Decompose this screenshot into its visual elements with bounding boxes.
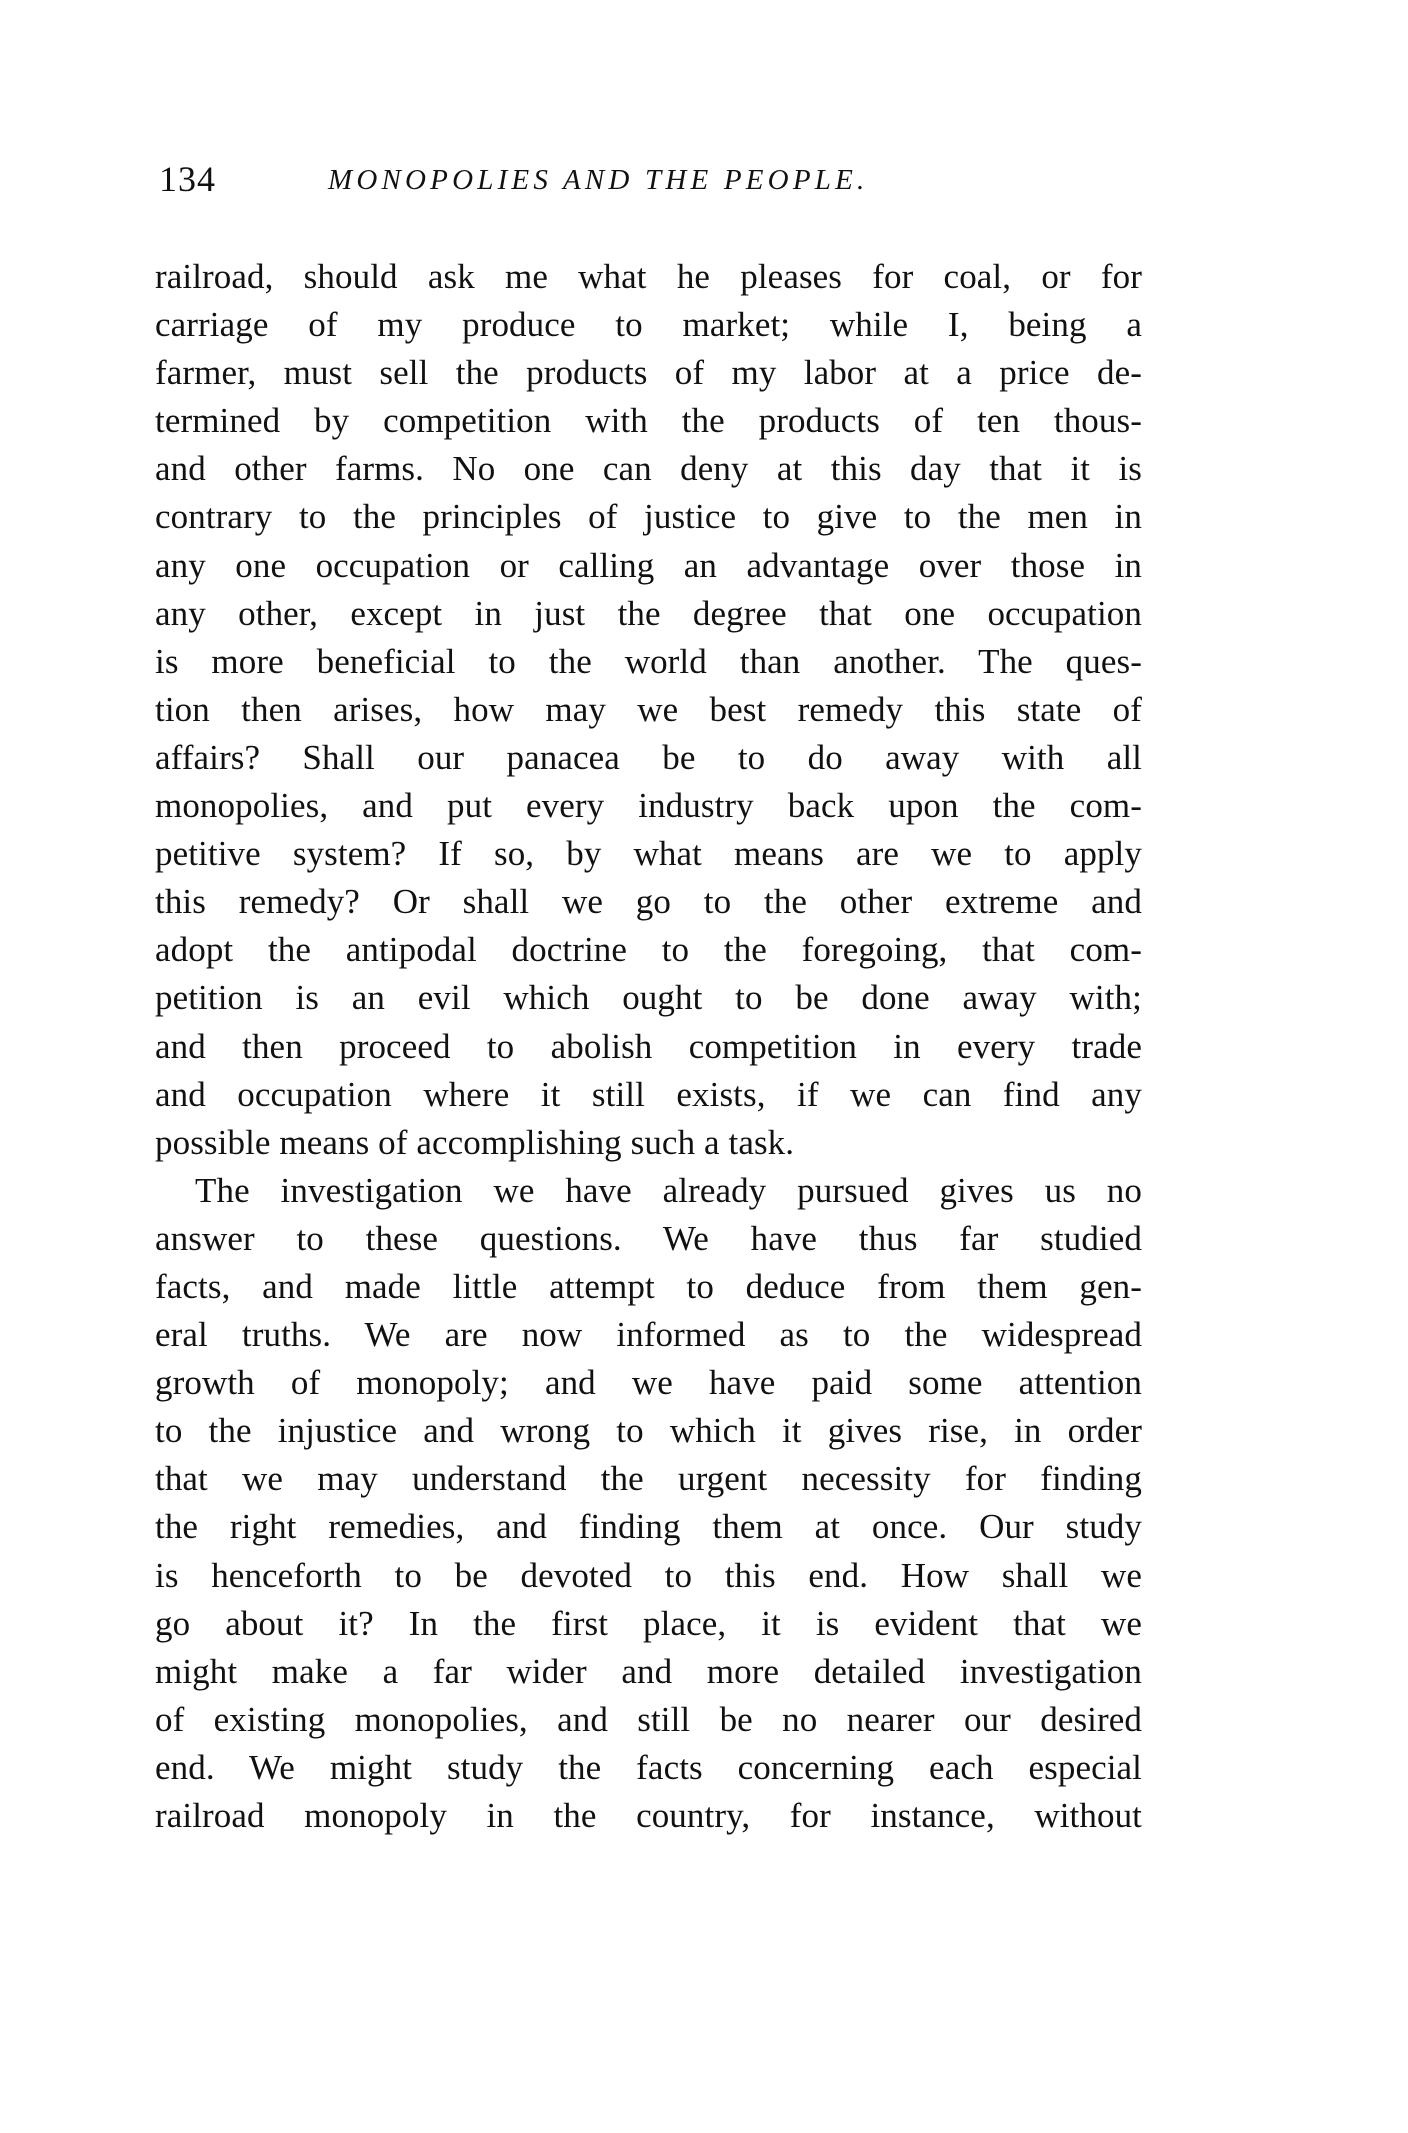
- text-line: this remedy? Or shall we go to the other extreme and: [155, 882, 1142, 922]
- text-line: and other farms. No one can deny at this day that it is: [155, 449, 1142, 489]
- text-line: facts, and made little attempt to deduce from them gen-: [155, 1266, 1142, 1306]
- text-line: answer to these questions. We have thus far studied: [155, 1218, 1142, 1258]
- text-line: is more beneficial to the world than another. The ques-: [155, 641, 1142, 681]
- text-line: to the injustice and wrong to which it gives rise, in order: [155, 1411, 1142, 1451]
- text-line: that we may understand the urgent necessity for finding: [155, 1459, 1142, 1499]
- text-line: any one occupation or calling an advantage over those in: [155, 545, 1142, 585]
- running-title: MONOPOLIES AND THE PEOPLE.: [328, 164, 869, 196]
- text-line: tion then arises, how may we best remedy this state of: [155, 689, 1142, 729]
- text-line: any other, except in just the degree that one occupation: [155, 593, 1142, 633]
- text-line: termined by competition with the products of ten thous-: [155, 401, 1142, 441]
- text-line: and then proceed to abolish competition in every trade: [155, 1026, 1142, 1066]
- text-line: is henceforth to be devoted to this end. How shall we: [155, 1555, 1142, 1595]
- text-line: of existing monopolies, and still be no nearer our desired: [155, 1699, 1142, 1739]
- text-line: petition is an evil which ought to be done away with;: [155, 978, 1142, 1018]
- text-line: and occupation where it still exists, if we can find any: [155, 1074, 1142, 1114]
- text-line: might make a far wider and more detailed investigation: [155, 1651, 1142, 1691]
- text-line: petitive system? If so, by what means are we to apply: [155, 834, 1142, 874]
- page-number: 134: [159, 159, 216, 199]
- text-line: affairs? Shall our panacea be to do away with all: [155, 737, 1142, 777]
- paragraph-end-line: possible means of accomplishing such a task.: [155, 1122, 795, 1162]
- running-head: [157, 156, 1142, 206]
- text-line: monopolies, and put every industry back upon the com-: [155, 786, 1142, 826]
- text-line: railroad monopoly in the country, for instance, without: [155, 1796, 1142, 1835]
- text-line: end. We might study the facts concerning each especial: [155, 1747, 1142, 1787]
- text-line: railroad, should ask me what he pleases for coal, or for: [155, 257, 1142, 296]
- text-line: farmer, must sell the products of my labor at a price de-: [155, 353, 1142, 393]
- text-line: the right remedies, and finding them at once. Our study: [155, 1507, 1142, 1547]
- text-line: contrary to the principles of justice to give to the men in: [155, 497, 1142, 537]
- text-line: adopt the antipodal doctrine to the foregoing, that com-: [155, 930, 1142, 970]
- body-text: [155, 253, 1142, 1840]
- text-line: eral truths. We are now informed as to the widespread: [155, 1315, 1142, 1355]
- text-line: carriage of my produce to market; while I, being a: [155, 305, 1142, 345]
- text-line: go about it? In the first place, it is evident that we: [155, 1603, 1142, 1643]
- paragraph-start-line: The investigation we have already pursued gives us no: [195, 1170, 1142, 1210]
- text-line: growth of monopoly; and we have paid some attention: [155, 1363, 1142, 1403]
